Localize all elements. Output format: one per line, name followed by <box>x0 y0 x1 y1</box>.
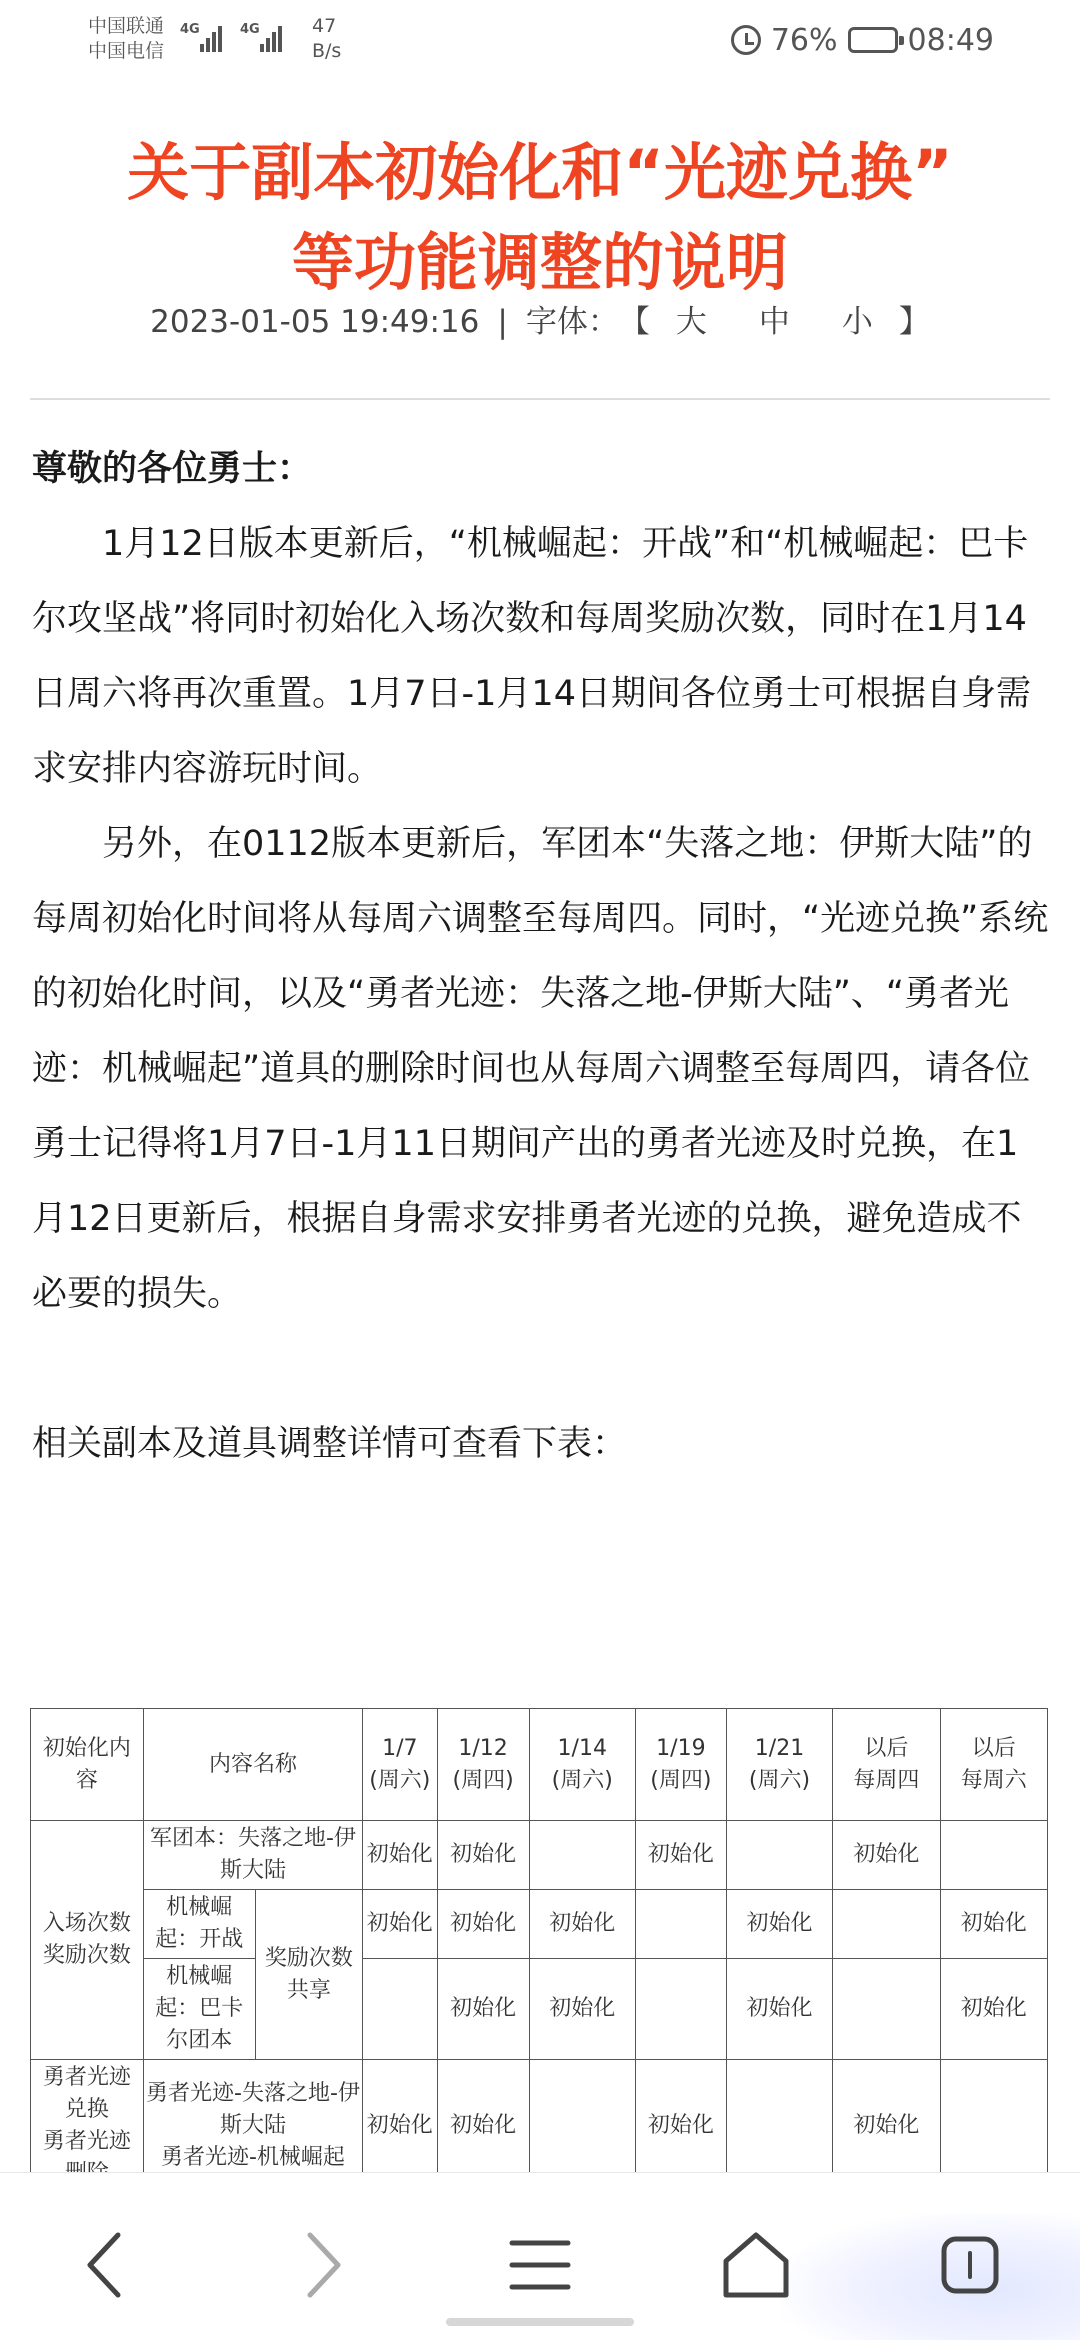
article-meta <box>0 296 1080 341</box>
header-weekday: (周六) <box>551 1767 613 1793</box>
table-intro: 相关副本及道具调整详情可查看下表： <box>32 1424 628 1464</box>
font-size-large-button[interactable]: 大 <box>675 304 707 340</box>
init-cell: 初始化 <box>437 1821 529 1890</box>
schedule-table <box>30 1708 1048 2193</box>
init-cell: 初始化 <box>940 1890 1047 1959</box>
shared-reward-label: 奖励次数共享 <box>255 1890 362 2060</box>
battery-icon <box>848 27 898 53</box>
article-title-line-1: 关于副本初始化和“光迹兑换” <box>127 136 953 209</box>
table-row <box>31 1959 1048 2060</box>
font-size-medium-button[interactable]: 中 <box>758 304 790 340</box>
carrier-info <box>88 14 164 64</box>
group-label: 奖励次数 <box>42 1943 131 1968</box>
article-title-line-2: 等功能调整的说明 <box>291 226 788 299</box>
init-cell: 初始化 <box>437 1959 529 2060</box>
init-cell: 初始化 <box>833 2060 940 2193</box>
header-weekday: (周六) <box>369 1767 431 1793</box>
speed-value: 47 <box>312 15 337 37</box>
header-date-cell <box>940 1709 1047 1821</box>
row-name: 机械崛起：巴卡尔团本 <box>143 1959 255 2060</box>
header-date-cell <box>726 1709 832 1821</box>
browser-bottom-bar <box>0 2172 1080 2340</box>
init-cell: 初始化 <box>529 1959 635 2060</box>
network-speed <box>312 14 341 64</box>
spacer <box>32 1332 1052 1407</box>
menu-icon <box>490 2213 590 2313</box>
network-type-1: 4G <box>180 22 200 37</box>
meta-separator: | <box>497 304 508 340</box>
paragraph-2: 另外，在0112版本更新后，军团本“失落之地：伊斯大陆”的每周初始化时间将从每周六调整至每周四。同时，“光迹兑换”系统的初始化时间，以及“勇者光迹：失落之地-伊斯大陆”、“勇者光迹：机械崛起”道具的删除时间也从每周六调整至每周四，请各位勇士记得将1月7日-1月11日期间产出的勇者光迹及时兑换，在1月12日更新后，根据自身需求安排勇者光迹的兑换，避免造成不必要的损失。 <box>32 824 1049 1314</box>
init-cell: 初始化 <box>726 1959 832 2060</box>
gesture-home-indicator <box>446 2318 634 2326</box>
init-cell: 初始化 <box>363 1890 438 1959</box>
init-cell: 初始化 <box>363 1821 438 1890</box>
carrier-1: 中国联通 <box>88 15 165 37</box>
alarm-icon <box>731 25 761 55</box>
group-label: 勇者光迹兑换 <box>42 2065 131 2122</box>
init-cell: 初始化 <box>940 1959 1047 2060</box>
tabs-icon <box>920 2213 1020 2313</box>
empty-cell <box>833 1959 940 2060</box>
carrier-2: 中国电信 <box>88 40 165 62</box>
row-name-line: 勇者光迹-机械崛起 <box>160 2145 345 2170</box>
init-cell: 初始化 <box>437 1890 529 1959</box>
publish-datetime: 2023-01-05 19:49:16 <box>150 304 480 340</box>
status-right <box>731 20 994 60</box>
header-weekday: 每周六 <box>960 1767 1027 1793</box>
init-cell: 初始化 <box>529 1890 635 1959</box>
font-size-label: 字体： <box>525 304 619 340</box>
speed-unit: B/s <box>312 40 342 62</box>
network-type-2: 4G <box>240 22 260 37</box>
header-weekday: 每周四 <box>853 1767 920 1793</box>
init-cell: 初始化 <box>635 2060 726 2193</box>
bracket-open: 【 <box>618 304 650 340</box>
header-date: 以后 <box>971 1735 1016 1761</box>
header-weekday: (周六) <box>748 1767 811 1793</box>
group-label: 勇者光迹 <box>42 2129 131 2154</box>
init-cell: 初始化 <box>726 1890 832 1959</box>
init-cell: 初始化 <box>635 1821 726 1890</box>
chevron-left-icon <box>56 2213 156 2313</box>
home-icon <box>706 2213 806 2313</box>
header-date-cell <box>363 1709 438 1821</box>
table-row <box>31 1890 1048 1959</box>
chevron-right-icon <box>272 2213 372 2313</box>
article-body <box>32 432 1052 1482</box>
clock: 08:49 <box>907 22 994 58</box>
row-name: 军团本：失落之地-伊斯大陆 <box>143 1821 362 1890</box>
menu-button[interactable] <box>490 2213 590 2313</box>
table-row <box>31 1821 1048 1890</box>
bracket-close: 】 <box>898 304 930 340</box>
header-content-name: 内容名称 <box>143 1709 362 1821</box>
tabs-button[interactable] <box>920 2213 1020 2313</box>
header-date: 以后 <box>864 1735 909 1761</box>
init-cell: 初始化 <box>363 2060 438 2193</box>
empty-cell <box>833 1890 940 1959</box>
table-header-row <box>31 1709 1048 1821</box>
init-cell: 初始化 <box>437 2060 529 2193</box>
forward-button[interactable] <box>272 2213 372 2313</box>
header-date: 1/7 <box>382 1735 418 1761</box>
header-date: 1/19 <box>656 1735 706 1761</box>
header-date: 1/21 <box>754 1735 805 1761</box>
header-date-cell <box>635 1709 726 1821</box>
header-date-cell <box>833 1709 940 1821</box>
header-weekday: (周四) <box>650 1767 712 1793</box>
battery-percent: 76% <box>770 22 838 58</box>
empty-cell <box>726 1821 832 1890</box>
group-entry-reward <box>31 1821 144 2060</box>
init-cell: 初始化 <box>833 1821 940 1890</box>
header-date: 1/12 <box>458 1735 508 1761</box>
row-name-line: 勇者光迹-失落之地-伊斯大陆 <box>146 2081 360 2138</box>
empty-cell <box>635 1959 726 2060</box>
empty-cell <box>529 1821 635 1890</box>
header-date-cell <box>437 1709 529 1821</box>
empty-cell <box>940 1821 1047 1890</box>
header-weekday: (周四) <box>452 1767 514 1793</box>
greeting: 尊敬的各位勇士： <box>32 449 313 489</box>
empty-cell <box>363 1959 438 2060</box>
empty-cell <box>635 1890 726 1959</box>
header-init-content: 初始化内容 <box>31 1709 144 1821</box>
back-button[interactable] <box>56 2213 156 2313</box>
home-button[interactable] <box>706 2213 806 2313</box>
header-date-cell <box>529 1709 635 1821</box>
status-bar <box>0 0 1080 80</box>
title-divider <box>30 398 1050 400</box>
header-date: 1/14 <box>557 1735 607 1761</box>
article-title <box>20 128 1060 308</box>
font-size-small-button[interactable]: 小 <box>841 304 873 340</box>
row-name: 机械崛起：开战 <box>143 1890 255 1959</box>
group-label: 入场次数 <box>42 1911 131 1936</box>
paragraph-1: 1月12日版本更新后，“机械崛起：开战”和“机械崛起：巴卡尔攻坚战”将同时初始化入场次数和每周奖励次数，同时在1月14日周六将再次重置。1月7日-1月14日期间各位勇士可根据自身需求安排内容游玩时间。 <box>32 524 1031 789</box>
